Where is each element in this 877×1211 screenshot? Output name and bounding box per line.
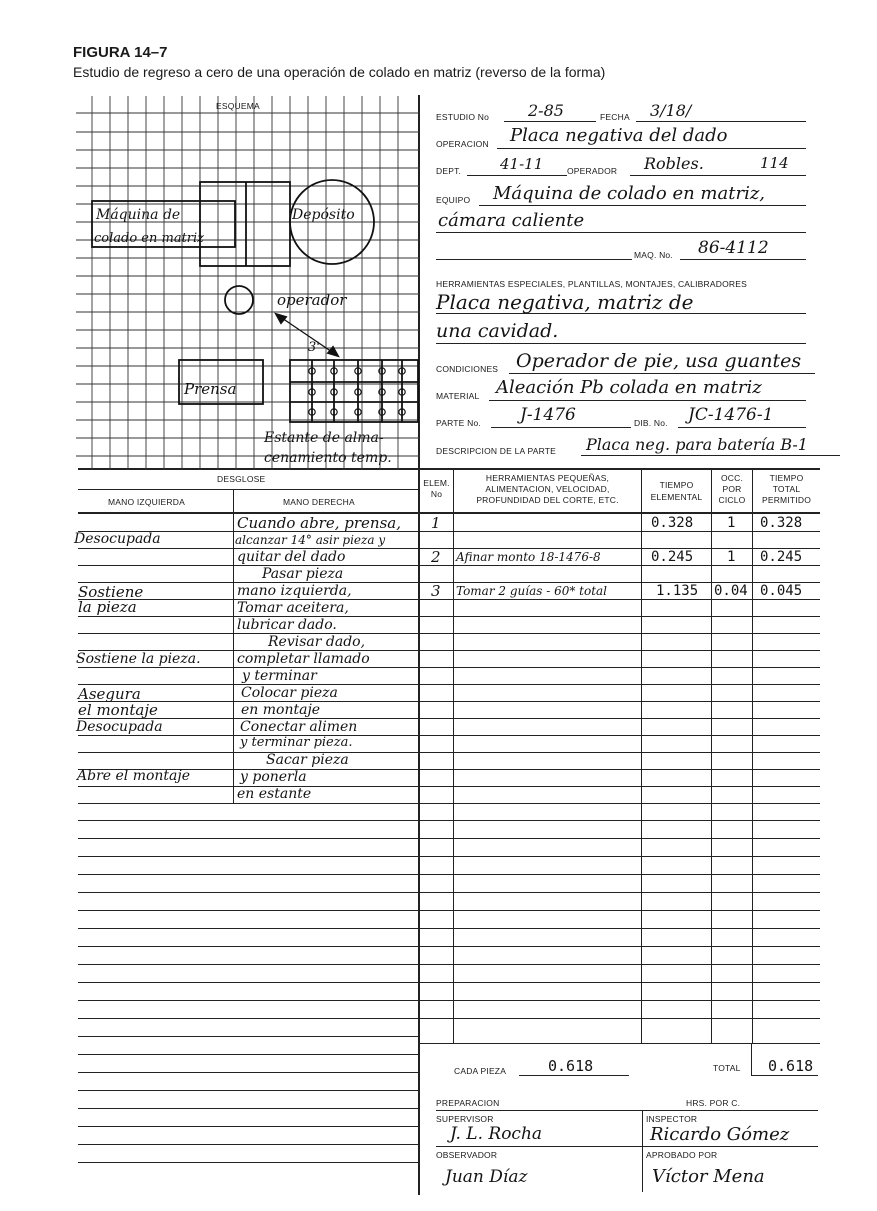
sketch-header: ESQUEMA <box>216 101 260 111</box>
element-tools: Tomar 2 guías - 60* total <box>456 584 608 598</box>
operation-label: OPERACION <box>436 139 489 149</box>
right-hand-header: MANO DERECHA <box>283 497 355 507</box>
total-value: 0.618 <box>768 1057 814 1075</box>
small-tools-header: HERRAMIENTAS PEQUEÑAS, ALIMENTACION, VELOCIDAD, PROFUNDIDAD DEL CORTE, ETC. <box>476 473 619 505</box>
sketch-deposit-label: Depósito <box>292 207 355 223</box>
per-piece-label: CADA PIEZA <box>454 1066 507 1076</box>
right-hand-entry: en montaje <box>241 702 321 718</box>
occ-per-cycle-header: OCC. POR CICLO <box>718 473 746 505</box>
right-hand-entry: lubricar dado. <box>237 617 337 633</box>
breakdown-subheader-rule <box>78 489 418 490</box>
figure-title: FIGURA 14–7 <box>73 44 168 61</box>
special-tools-value-2: una cavidad. <box>436 320 559 342</box>
part-description-label: DESCRIPCION DE LA PARTE <box>436 446 557 456</box>
operator-shape <box>225 286 253 314</box>
sketch-distance-label: 3' <box>308 340 320 355</box>
sketch-operator-label: operador <box>277 291 347 309</box>
equipment-label: EQUIPO <box>436 195 471 205</box>
element-occurrences: 0.04 <box>714 583 748 599</box>
right-hand-entry: alcanzar 14° asir pieza y <box>235 533 386 547</box>
total-label: TOTAL <box>713 1063 741 1073</box>
material-value: Aleación Pb colada en matriz <box>496 377 762 398</box>
element-elemental-time: 1.135 <box>656 583 699 599</box>
special-tools-label: HERRAMIENTAS ESPECIALES, PLANTILLAS, MONTAJES, CALIBRADORES <box>436 279 747 289</box>
inspector-label: INSPECTOR <box>646 1114 698 1124</box>
breakdown-header: DESGLOSE <box>217 474 266 484</box>
element-tools: Afinar monto 18-1476-8 <box>456 550 601 564</box>
left-hand-entry: la pieza <box>78 598 137 616</box>
observer-signature: Juan Díaz <box>445 1167 528 1187</box>
element-elemental-time: 0.245 <box>651 549 694 565</box>
element-elemental-time: 0.328 <box>651 515 694 531</box>
operator-value: Robles. <box>644 154 704 173</box>
right-hand-entry: en estante <box>237 786 312 802</box>
left-hand-header: MANO IZQUIERDA <box>108 497 185 507</box>
observer-label: OBSERVADOR <box>436 1150 498 1160</box>
operator-label: OPERADOR <box>567 166 618 176</box>
study-label: ESTUDIO No <box>436 112 490 122</box>
sketch-machine-label-2: colado en matriz <box>94 231 205 246</box>
right-hand-entry: y ponerla <box>240 769 307 785</box>
part-number-value: J-1476 <box>520 405 576 425</box>
breakdown-header-bottom-rule <box>78 512 820 514</box>
sketch-press-label: Prensa <box>184 380 237 398</box>
per-piece-value: 0.618 <box>548 1057 594 1075</box>
operation-value: Placa negativa del dado <box>510 125 728 146</box>
element-total-time: 0.328 <box>760 515 803 531</box>
right-hand-entry: Colocar pieza <box>241 685 338 701</box>
right-hand-entry: completar llamado <box>237 651 370 667</box>
drawing-number-value: JC-1476-1 <box>688 405 774 425</box>
sketch-shelf-label-1: Estante de alma- <box>264 430 384 446</box>
machine-number-value: 86-4112 <box>698 238 769 258</box>
date-value: 3/18/ <box>650 101 692 120</box>
element-number: 1 <box>431 514 441 532</box>
left-hand-entry: Sostiene <box>78 583 144 601</box>
elem-col-divider <box>453 470 454 1043</box>
sketch-machine-label-1: Máquina de <box>96 207 181 223</box>
sketch-shelf-label-2: cenamiento temp. <box>264 450 392 466</box>
dept-label: DEPT. <box>436 166 462 176</box>
elemental-col-divider <box>711 470 712 1043</box>
figure-subtitle: Estudio de regreso a cero de una operación de colado en matriz (reverso de la forma) <box>73 64 606 80</box>
right-hand-entry: Tomar aceitera, <box>237 600 349 616</box>
left-hand-entry: Desocupada <box>76 719 163 735</box>
left-hand-entry: Abre el montaje <box>77 768 191 784</box>
element-occurrences: 1 <box>727 515 736 531</box>
drawing-number-label: DIB. No. <box>634 418 668 428</box>
element-occurrences: 1 <box>727 549 736 565</box>
right-table-bottom-rule <box>420 1043 820 1044</box>
conditions-label: CONDICIONES <box>436 364 499 374</box>
element-header: ELEM. No <box>423 478 450 499</box>
left-hand-entry: Sostiene la pieza. <box>76 651 201 667</box>
approved-by-signature: Víctor Mena <box>652 1166 765 1187</box>
machine-number-label: MAQ. No. <box>634 250 673 260</box>
right-hand-entry: quitar del dado <box>237 549 346 565</box>
allowed-total-time-header: TIEMPO TOTAL PERMITIDO <box>761 473 812 505</box>
right-hand-entry: y terminar <box>242 668 317 684</box>
date-label: FECHA <box>600 112 630 122</box>
dept-value: 41-11 <box>500 155 544 173</box>
approved-by-label: APROBADO POR <box>646 1150 718 1160</box>
tools-col-divider <box>641 470 642 1043</box>
special-tools-value-1: Placa negativa, matriz de <box>436 290 694 314</box>
supervisor-signature: J. L. Rocha <box>450 1124 543 1144</box>
element-number: 2 <box>431 548 441 566</box>
equipment-value-2: cámara caliente <box>438 210 585 231</box>
right-hand-entry: Revisar dado, <box>268 634 366 650</box>
equipment-value-1: Máquina de colado en matriz, <box>493 183 766 204</box>
inspector-signature: Ricardo Gómez <box>650 1124 790 1145</box>
occ-col-divider <box>752 470 753 1043</box>
element-number: 3 <box>431 582 441 600</box>
left-hand-entry: el montaje <box>78 701 158 719</box>
right-hand-entry: Sacar pieza <box>266 752 349 768</box>
left-hand-entry: Desocupada <box>74 531 161 547</box>
left-hand-entry: Asegura <box>78 685 141 703</box>
right-hand-entry: Cuando abre, prensa, <box>237 514 401 532</box>
right-hand-entry: y terminar pieza. <box>240 735 353 750</box>
part-number-label: PARTE No. <box>436 418 481 428</box>
hands-divider <box>233 489 234 803</box>
part-description-value: Placa neg. para batería B-1 <box>586 435 808 454</box>
conditions-value: Operador de pie, usa guantes <box>516 350 802 372</box>
element-total-time: 0.045 <box>760 583 803 599</box>
hours-per-label: HRS. POR C. <box>686 1098 741 1108</box>
right-hand-entry: mano izquierda, <box>237 583 352 599</box>
material-label: MATERIAL <box>436 391 480 401</box>
supervisor-label: SUPERVISOR <box>436 1114 494 1124</box>
study-value: 2-85 <box>528 101 564 120</box>
right-hand-entry: Pasar pieza <box>262 566 344 582</box>
operator-number: 114 <box>760 154 789 172</box>
element-total-time: 0.245 <box>760 549 803 565</box>
preparation-label: PREPARACION <box>436 1098 500 1108</box>
sketch-grid <box>76 92 420 470</box>
right-hand-entry: Conectar alimen <box>240 719 358 735</box>
elemental-time-header: TIEMPO ELEMENTAL <box>650 480 703 502</box>
machine-top-shape <box>200 182 290 266</box>
